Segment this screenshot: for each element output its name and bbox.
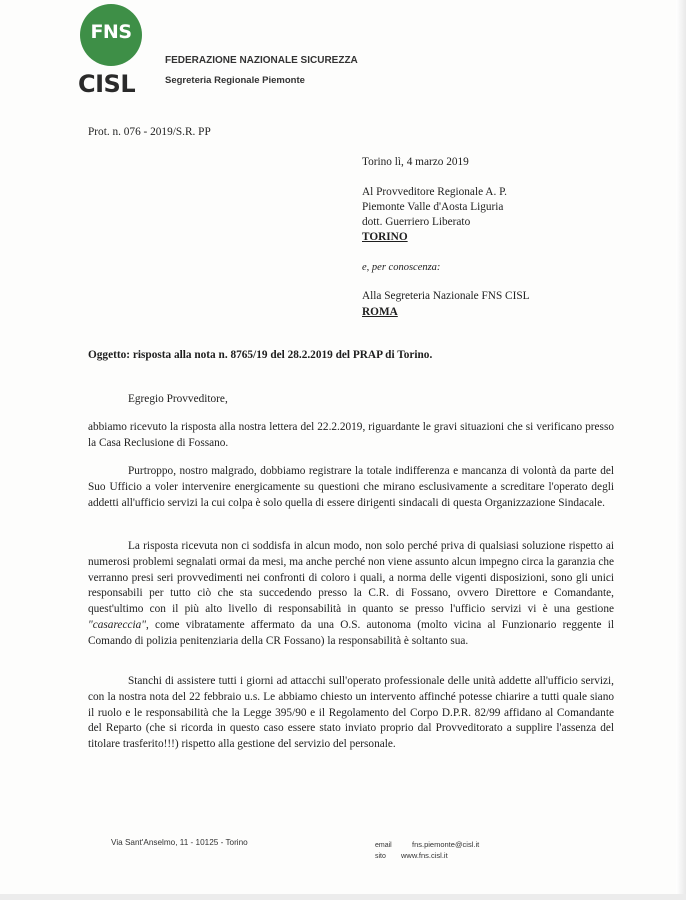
org-subtitle: Segreteria Regionale Piemonte <box>165 75 305 86</box>
cc-label: e, per conoscenza: <box>362 262 441 273</box>
recipient-city: TORINO <box>362 231 408 243</box>
cc-line-1: Alla Segreteria Nazionale FNS CISL <box>362 290 530 302</box>
paragraph-3-quote: "casareccia" <box>88 618 147 631</box>
footer-email: fns.piemonte@cisl.it <box>412 840 480 849</box>
paragraph-4: Stanchi di assistere tutti i giorni ad attacchi sull'operato professionale delle unità addette all'ufficio servizi, con la nostra nota del 22 febbraio u.s. Le abbiamo chiesto un intervento affinché potesse chiarire a tutti quale siano il ruolo e le responsabilità che la Legge 395/90 e il Regolamento del Corpo D.P.R. 82/99 affidano al Comandante del Reparto (che si ricorda in questo caso essere stato inviato proprio dal Provveditorato a supplire l'assenza del titolare trasferito!!!) rispetto alla gestione del servizio del personale. <box>88 675 614 751</box>
paragraph-3-part-2: , come vibratamente affermato da una O.S. autonoma (molto vicina al Funzionario reggente il Comando di polizia penitenziaria della CR Fossano) la responsabilità è soltanto sua. <box>88 618 614 647</box>
subject-line: Oggetto: risposta alla nota n. 8765/19 del 28.2.2019 del PRAP di Torino. <box>88 349 433 361</box>
footer-address: Via Sant'Anselmo, 11 - 10125 - Torino <box>111 838 248 847</box>
fns-cisl-logo <box>78 4 150 96</box>
page-right-edge <box>676 0 686 900</box>
logo-fns-text: FNS <box>90 21 132 43</box>
paragraph-1: abbiamo ricevuto la risposta alla nostra lettera del 22.2.2019, riguardante le gravi situazioni che si verificano presso la Casa Reclusione di Fossano. <box>88 421 614 449</box>
paragraph-3-part-1: La risposta ricevuta non ci soddisfa in alcun modo, non solo perché priva di qualsiasi soluzione rispetto ai numerosi problemi segnalati ormai da mesi, ma anche perché non viene assunto alcun impegno circa la garanzia che verranno presi seri provvedimenti nei confronti di coloro i quali, a norma delle vigenti disposizioni, sono gli unici responsabili per tutto ciò che sta succedendo presso la C.R. di Fossano, ovvero Direttore e Comandante, quest'ultimo con il più alto livello di responsabilità in quanto se presso l'ufficio servizi vi è una gestione <box>88 540 614 616</box>
paragraph-2: Purtroppo, nostro malgrado, dobbiamo registrare la totale indifferenza e mancanza di volontà da parte del Suo Ufficio a voler intervenire energicamente su questioni che mirano esclusivamente a screditare l'operato degli addetti all'ufficio servizi la cui colpa è solo quella di essere dirigenti sindacali di questa Organizzazione Sindacale. <box>88 465 614 509</box>
protocol-number: Prot. n. 076 - 2019/S.R. PP <box>88 126 211 138</box>
recipient-line-2: Piemonte Valle d'Aosta Liguria <box>362 201 504 213</box>
logo-cisl-text: CISL <box>78 70 136 98</box>
cc-city: ROMA <box>362 306 398 318</box>
place-date: Torino lì, 4 marzo 2019 <box>362 156 469 168</box>
recipient-line-3: dott. Guerriero Liberato <box>362 216 471 228</box>
salutation: Egregio Provveditore, <box>128 393 228 405</box>
footer-email-label: email <box>375 842 392 849</box>
page-bottom-edge <box>0 894 686 900</box>
paragraph-3 <box>88 539 614 650</box>
recipient-line-1: Al Provveditore Regionale A. P. <box>362 186 507 198</box>
footer-site: www.fns.cisl.it <box>401 851 448 860</box>
org-name: FEDERAZIONE NAZIONALE SICUREZZA <box>165 55 358 66</box>
footer-site-label: sito <box>375 853 386 860</box>
